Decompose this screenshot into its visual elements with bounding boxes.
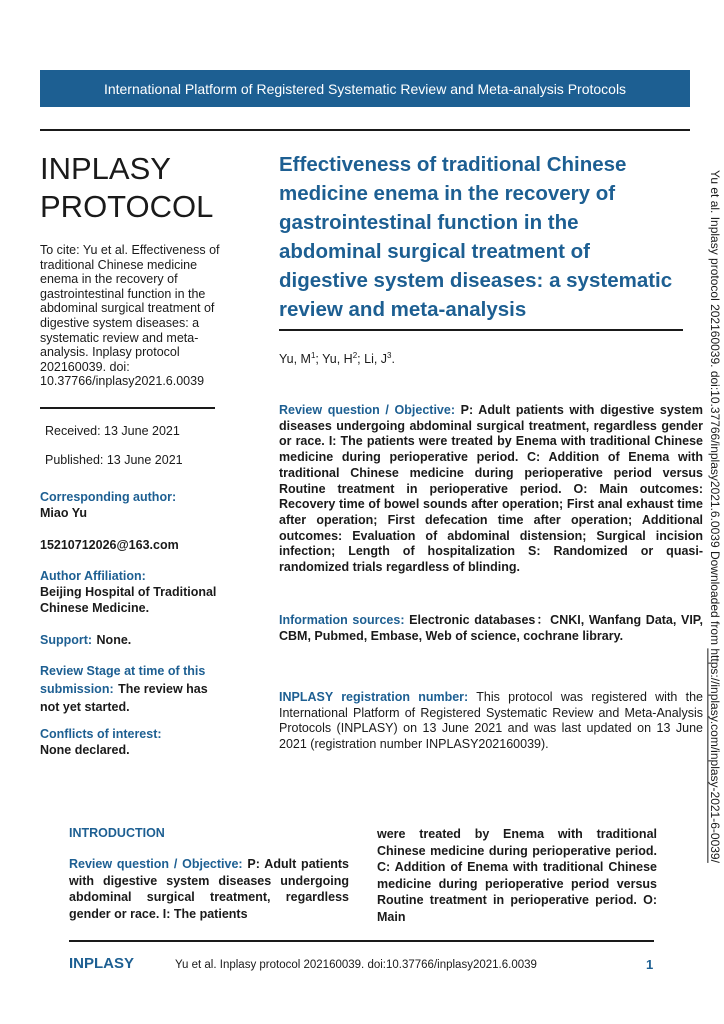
sidebar-divider (40, 407, 215, 409)
corresponding-author-name: Miao Yu (40, 506, 88, 520)
support-label: Support: (40, 633, 93, 647)
author-email: 15210712026@163.com (40, 538, 179, 552)
corresponding-author (40, 489, 230, 521)
author-1-affil: 1 (310, 351, 316, 360)
vertical-note-text: Yu et al. Inplasy protocol 202160039. doi:10.37766/inplasy2021.6.0039 Downloaded from (708, 170, 722, 649)
affiliation-value: Beijing Hospital of Traditional Chinese Medicine. (40, 585, 217, 615)
introduction-heading: INTRODUCTION (69, 826, 165, 840)
information-sources-section (279, 613, 703, 644)
header-banner (40, 70, 690, 107)
citation-block: To cite: Yu et al. Effectiveness of traditional Chinese medicine enema in the recovery of gastrointestinal function in the abdominal surgical treatment of digestive system diseases: a systematic review and meta-analysis. Inplasy protocol 202160039. doi: 10.37766/inplasy2021.6.0039 (40, 243, 220, 389)
conflicts-value: None declared. (40, 743, 130, 757)
banner-text: International Platform of Registered Systematic Review and Meta-analysis Protocols (103, 80, 627, 97)
paper-title: Effectiveness of traditional Chinese medicine enema in the recovery of gastrointestinal function in the abdominal surgical treatment of digestive system diseases: a systematic review and meta-analysis (279, 153, 673, 321)
footer-brand: INPLASY (69, 955, 135, 972)
page-number: 1 (646, 957, 654, 972)
author-3: ; Li, J (357, 352, 388, 367)
inplasy-protocol-brand (40, 150, 213, 226)
review-stage-label: Review Stage at time of this submission: (40, 664, 206, 696)
brand-line-1: INPLASY (40, 151, 171, 186)
support (40, 631, 230, 649)
review-question-text: P: Adult patients with digestive system diseases undergoing abdominal surgical treatment, regardless gender or race. I: The patients were treated by Enema with traditional Chinese medicine during perioperative period. C: Addition of Enema with traditional Chinese medicine during perioperative period versus Routine treatment in perioperative period. O: Main outcomes: Recovery time of bowel sounds after operation; First anal exhaust time after operation; First defecation time after operation; Additional outcomes: Evaluation of abdominal distension; Surgical incision infection; Length of hospitalization S: Randomized or quasi- randomized trials regardless of blinding. (279, 403, 703, 575)
footer-divider (69, 940, 654, 942)
brand-line-2: PROTOCOL (40, 189, 214, 224)
registration-label: INPLASY registration number: (279, 690, 469, 704)
conflicts-label: Conflicts of interest: (40, 727, 162, 741)
top-divider (40, 129, 690, 131)
author-2-affil: 2 (352, 351, 358, 360)
information-sources-text: Electronic databases：CNKI, Wanfang Data, VIP, CBM, Pubmed, Embase, Web of science, cochrane library. (279, 613, 703, 643)
download-link[interactable]: https://inplasy.com/inplasy-2021-6-0039/ (708, 648, 722, 863)
information-sources-label: Information sources: (279, 613, 405, 627)
support-value: None. (96, 633, 132, 647)
author-list (279, 351, 395, 366)
registration-text: This protocol was registered with the International Platform of Registered Systematic Review and Meta-Analysis Protocols (INPLASY) on 13 June 2021 and was last updated on 13 June 2021 (registration number INPLASY202160039). (279, 690, 703, 752)
intro-column-1 (69, 856, 349, 922)
affiliation-label: Author Affiliation: (40, 569, 146, 583)
author-3-affil: 3 (387, 351, 392, 360)
review-question-section (279, 403, 703, 576)
author-2: ; Yu, H (315, 352, 353, 367)
conflicts-of-interest (40, 726, 230, 758)
title-divider (279, 329, 683, 331)
review-question-label: Review question / Objective: (279, 403, 455, 417)
review-stage (40, 662, 230, 716)
corresponding-author-label: Corresponding author: (40, 490, 177, 504)
author-list-end: . (391, 352, 395, 367)
author-1: Yu, M (279, 352, 311, 367)
registration-section (279, 690, 703, 753)
intro-column-1-text: P: Adult patients with digestive system diseases undergoing abdominal surgical treatment, regardless gender or race. I: The patients (69, 857, 349, 921)
intro-review-label: Review question / Objective: (69, 857, 243, 871)
author-affiliation (40, 568, 230, 616)
received-date: Received: 13 June 2021 (45, 424, 180, 438)
intro-column-2: were treated by Enema with traditional Chinese medicine during perioperative period. C: Addition of Enema with traditional Chinese medicine during perioperative period versus Routine treatment in perioperative period. O: Main (377, 827, 657, 924)
vertical-download-note (708, 170, 722, 863)
published-date: Published: 13 June 2021 (45, 453, 183, 467)
review-stage-value: The review has not yet started. (40, 682, 208, 714)
footer-citation: Yu et al. Inplasy protocol 202160039. doi:10.37766/inplasy2021.6.0039 (175, 959, 537, 971)
